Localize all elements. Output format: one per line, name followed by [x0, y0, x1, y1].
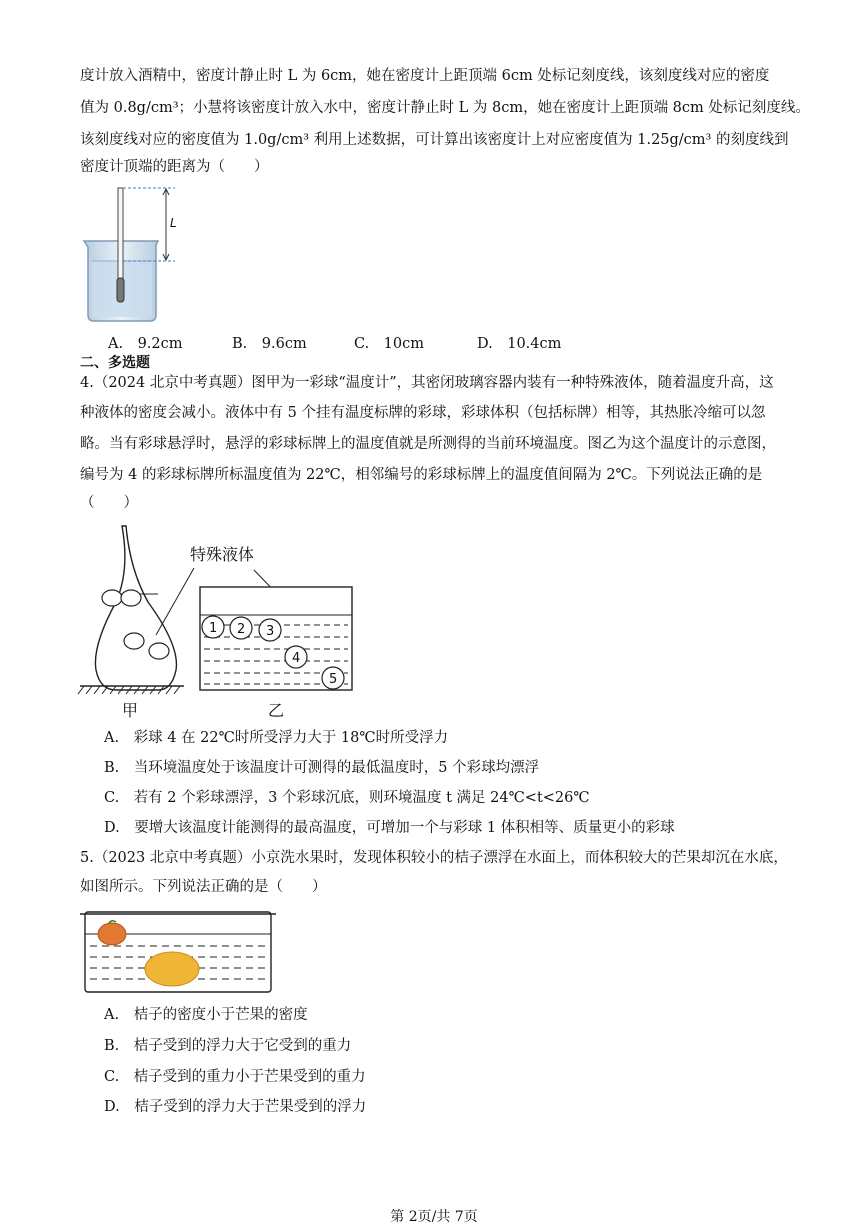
- ball-4-label: 4: [292, 651, 301, 666]
- length-label: L: [170, 216, 177, 230]
- label-yi: 乙: [268, 701, 285, 720]
- densimeter-figure: [80, 185, 190, 325]
- flask-ball-1: [102, 590, 122, 606]
- q3-option-d[interactable]: D. 10.4cm: [477, 336, 562, 352]
- q3-line-2: 值为 0.8g/cm³；小慧将该密度计放入水中，密度计静止时 L 为 8cm，她在密度计上距顶端 8cm 处标记刻度线。: [80, 100, 810, 116]
- densimeter-bulb: [117, 278, 124, 302]
- ball-1-label: 1: [209, 621, 218, 636]
- q4-line-1: 4.（2024 北京中考真题）图甲为一彩球“温度计”，其密闭玻璃容器内装有一种特殊液体，随着温度升高，这: [80, 375, 774, 391]
- ball-3-label: 3: [266, 624, 275, 639]
- liquid-label: 特殊液体: [190, 545, 255, 564]
- section-heading-multi-choice: 二、多选题: [80, 355, 150, 371]
- q5-option-c[interactable]: C. 桔子受到的重力小于芒果受到的重力: [104, 1069, 366, 1085]
- q4-option-c[interactable]: C. 若有 2 个彩球漂浮，3 个彩球沉底，则环境温度 t 满足 24℃<t<26℃: [104, 790, 590, 806]
- thermometer-figure: [76, 520, 366, 720]
- q4-option-a[interactable]: A. 彩球 4 在 22℃时所受浮力大于 18℃时所受浮力: [104, 730, 449, 746]
- label-jia: 甲: [122, 701, 139, 720]
- flask-outline: [95, 526, 176, 690]
- q4-line-3: 略。当有彩球悬浮时，悬浮的彩球标牌上的温度值就是所测得的当前环境温度。图乙为这个温度计的示意图，: [80, 436, 776, 452]
- q5-option-b[interactable]: B. 桔子受到的浮力大于它受到的重力: [104, 1038, 352, 1054]
- ball-2-label: 2: [237, 622, 246, 637]
- q4-option-d[interactable]: D. 要增大该温度计能测得的最高温度，可增加一个与彩球 1 体积相等、质量更小的彩球: [104, 820, 675, 836]
- q4-line-4: 编号为 4 的彩球标牌所标温度值为 22℃，相邻编号的彩球标牌上的温度值间隔为 2℃。下列说法正确的是: [80, 467, 763, 483]
- q3-option-b[interactable]: B. 9.6cm: [232, 336, 307, 352]
- page-number: 第 2页/共 7页: [390, 1209, 478, 1225]
- flask-ball-4: [149, 643, 169, 659]
- flask-ball-2: [121, 590, 141, 606]
- q5-line-2: 如图所示。下列说法正确的是（ ）: [80, 879, 327, 895]
- q5-line-1: 5.（2023 北京中考真题）小京洗水果时，发现体积较小的桔子漂浮在水面上，而体积较大的芒果却沉在水底，: [80, 850, 788, 866]
- q3-line-1: 度计放入酒精中，密度计静止时 L 为 6cm，她在密度计上距顶端 6cm 处标记刻度线，该刻度线对应的密度: [80, 68, 770, 84]
- q4-line-2: 种液体的密度会减小。液体中有 5 个挂有温度标牌的彩球，彩球体积（包括标牌）相等，其热胀冷缩可以忽: [80, 405, 766, 421]
- q4-option-b[interactable]: B. 当环境温度处于该温度计可测得的最低温度时，5 个彩球均漂浮: [104, 760, 540, 776]
- q3-option-a[interactable]: A. 9.2cm: [108, 336, 183, 352]
- q5-option-d[interactable]: D. 桔子受到的浮力大于芒果受到的浮力: [104, 1099, 367, 1115]
- flask-ball-3: [124, 633, 144, 649]
- fruit-water-figure: [80, 910, 280, 996]
- q4-line-5: （ ）: [80, 495, 138, 511]
- orange-fruit: [98, 923, 126, 945]
- q3-option-c[interactable]: C. 10cm: [354, 336, 425, 352]
- q3-line-3: 该刻度线对应的密度值为 1.0g/cm³ 利用上述数据，可计算出该密度计上对应密度值为 1.25g/cm³ 的刻度线到: [80, 132, 789, 148]
- q5-option-a[interactable]: A. 桔子的密度小于芒果的密度: [104, 1007, 308, 1023]
- ball-5-label: 5: [329, 672, 338, 687]
- q3-line-4: 密度计顶端的距离为（ ）: [80, 159, 269, 175]
- mango-fruit: [145, 952, 199, 986]
